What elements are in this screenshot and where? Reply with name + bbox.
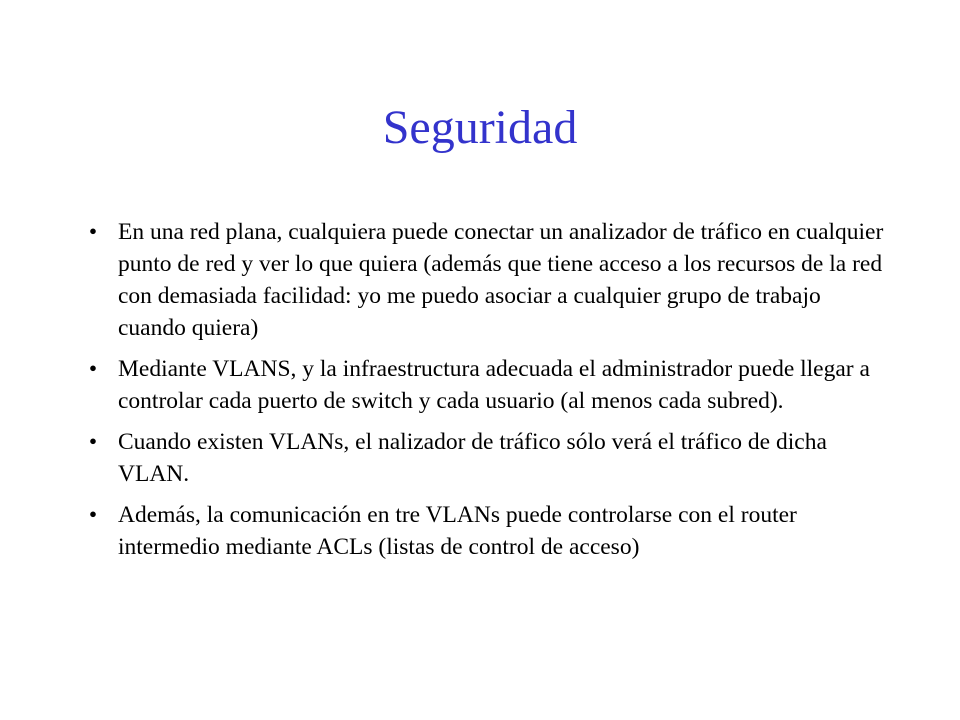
bullet-icon: • — [88, 429, 98, 455]
bullet-item — [84, 216, 884, 344]
bullet-icon: • — [88, 356, 98, 382]
bullet-icon: • — [88, 219, 98, 245]
bullet-text: Además, la comunicación en tre VLANs puede controlarse con el router intermedio mediante ACLs (listas de control de acceso) — [118, 502, 797, 560]
bullet-item — [84, 353, 884, 417]
bullet-item — [84, 426, 884, 490]
bullet-text: En una red plana, cualquiera puede conectar un analizador de tráfico en cualquier punto de red y ver lo que quiera (además que tiene acceso a los recursos de la red con demasiada facilidad: yo me puedo asociar a cualquier grupo de trabajo cuando quiera) — [118, 219, 884, 341]
bullet-icon: • — [88, 502, 98, 528]
bullet-item — [84, 499, 884, 563]
bullet-text: Mediante VLANS, y la infraestructura adecuada el administrador puede llegar a controlar cada puerto de switch y cada usuario (al menos cada subred). — [118, 356, 870, 414]
bullet-text: Cuando existen VLANs, el nalizador de tráfico sólo verá el tráfico de dicha VLAN. — [118, 429, 827, 487]
slide-title: Seguridad — [382, 101, 578, 154]
bullet-list — [84, 216, 884, 572]
